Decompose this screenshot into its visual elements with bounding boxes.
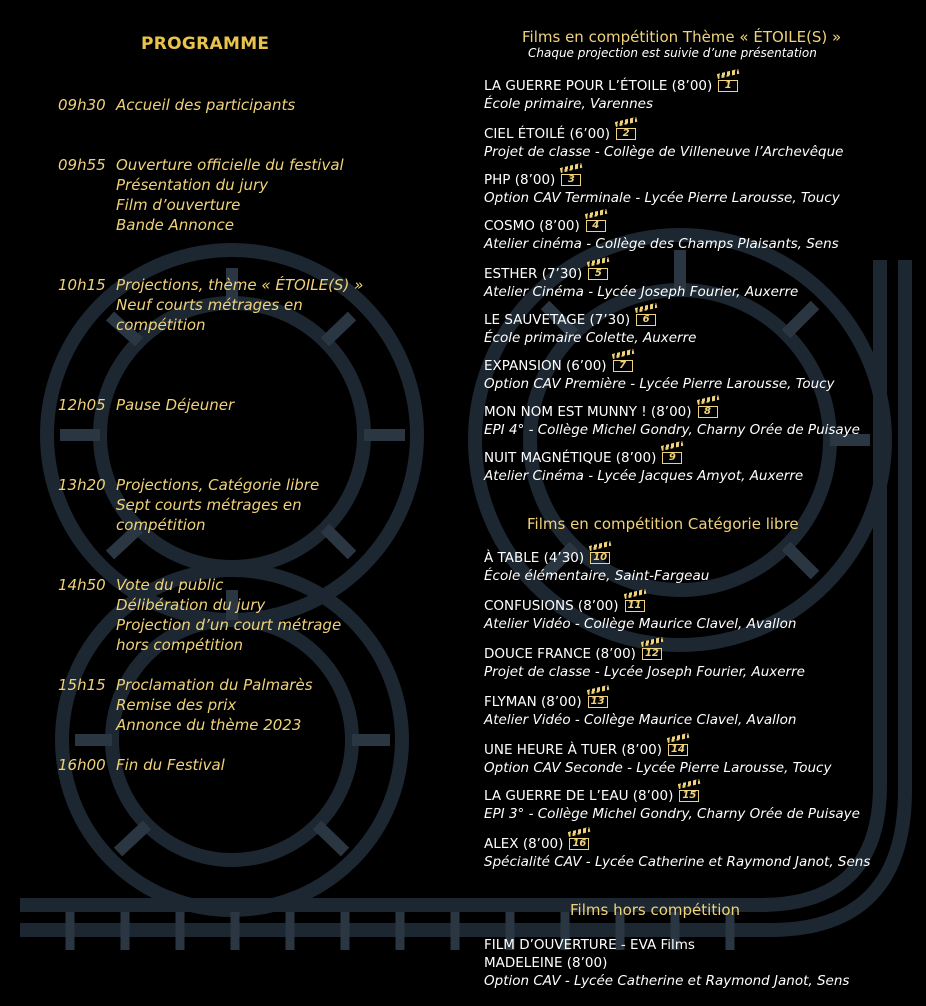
film-number: 5	[588, 268, 608, 280]
film-description: École élémentaire, Saint-Fargeau	[484, 568, 710, 584]
film-entry	[484, 125, 844, 161]
schedule-line: Projections, Catégorie libre	[116, 476, 320, 494]
film-entry	[484, 741, 831, 777]
film-number: 3	[561, 174, 581, 186]
schedule-line: Ouverture officielle du festival	[116, 156, 344, 174]
clapperboard-icon	[560, 168, 584, 187]
schedule-line: Vote du public	[116, 576, 224, 594]
schedule-line: Délibération du jury	[116, 596, 266, 614]
clapperboard-icon	[697, 400, 721, 419]
hors-line-opening: FILM D’OUVERTURE - EVA Films	[484, 937, 695, 953]
film-entry	[484, 787, 860, 823]
schedule-time: 09h30	[58, 96, 106, 114]
schedule-line: Sept courts métrages en	[116, 496, 302, 514]
film-title: EXPANSION (6’00)	[484, 358, 607, 374]
schedule-line: hors compétition	[116, 636, 244, 654]
film-number: 15	[679, 790, 699, 802]
hors-line-title: MADELEINE (8’00)	[484, 955, 608, 971]
film-entry	[484, 645, 805, 681]
film-number: 16	[569, 838, 589, 850]
clapperboard-icon	[589, 546, 613, 565]
film-title: ESTHER (7’30)	[484, 266, 583, 282]
schedule-line: compétition	[116, 516, 206, 534]
film-entry	[484, 597, 796, 633]
clapperboard-icon	[635, 308, 659, 327]
schedule-line: Bande Annonce	[116, 216, 234, 234]
schedule-line: Film d’ouverture	[116, 196, 241, 214]
schedule-time: 13h20	[58, 476, 106, 494]
schedule-time: 12h05	[58, 396, 106, 414]
clapperboard-icon	[585, 214, 609, 233]
clapperboard-icon	[612, 354, 636, 373]
film-title: LA GUERRE POUR L’ÉTOILE (8’00)	[484, 78, 713, 94]
film-entry	[484, 357, 835, 393]
film-number: 11	[625, 600, 645, 612]
schedule-line: Présentation du jury	[116, 176, 269, 194]
film-title: NUIT MAGNÉTIQUE (8’00)	[484, 450, 657, 466]
section-title-theme: Films en compétition Thème « ÉTOILE(S) »	[522, 28, 842, 46]
film-entry	[484, 835, 870, 871]
schedule-line: Projection d’un court métrage	[116, 616, 342, 634]
film-number: 8	[698, 406, 718, 418]
clapperboard-icon	[624, 594, 648, 613]
section-title-hors: Films hors compétition	[570, 901, 741, 919]
film-entry	[484, 171, 840, 207]
programme-title: PROGRAMME	[141, 34, 270, 54]
film-number: 13	[588, 696, 608, 708]
schedule-time: 16h00	[58, 756, 106, 774]
film-number: 2	[616, 128, 636, 140]
film-description: Option CAV Première - Lycée Pierre Larousse, Toucy	[484, 376, 835, 392]
film-description: Option CAV Seconde - Lycée Pierre Larousse, Toucy	[484, 760, 832, 776]
film-description: Atelier Cinéma - Lycée Joseph Fourier, Auxerre	[484, 284, 799, 300]
schedule-line: Neuf courts métrages en	[116, 296, 303, 314]
film-title: DOUCE FRANCE (8’00)	[484, 646, 636, 662]
clapperboard-icon	[568, 832, 592, 851]
hors-line-desc: Option CAV - Lycée Catherine et Raymond Janot, Sens	[484, 973, 850, 989]
section-subtitle: Chaque projection est suivie d’une présentation	[528, 46, 817, 60]
film-entry	[484, 265, 798, 301]
clapperboard-icon	[641, 642, 665, 661]
film-number: 4	[586, 220, 606, 232]
film-title: MON NOM EST MUNNY ! (8’00)	[484, 404, 692, 420]
film-entry	[484, 403, 860, 439]
clapperboard-icon	[667, 738, 691, 757]
film-title: À TABLE (4’30)	[484, 550, 585, 566]
clapperboard-icon	[587, 262, 611, 281]
clapperboard-icon	[678, 784, 702, 803]
schedule-time: 15h15	[58, 676, 106, 694]
schedule-line: Pause Déjeuner	[116, 396, 235, 414]
schedule-time: 10h15	[58, 276, 106, 294]
schedule-time: 09h55	[58, 156, 106, 174]
film-title: ALEX (8’00)	[484, 836, 564, 852]
film-description: Atelier Cinéma - Lycée Jacques Amyot, Auxerre	[484, 468, 804, 484]
film-entry	[484, 549, 709, 585]
film-title: LA GUERRE DE L’EAU (8’00)	[484, 788, 674, 804]
schedule-line: Remise des prix	[116, 696, 237, 714]
film-description: EPI 4° - Collège Michel Gondry, Charny Orée de Puisaye	[484, 422, 860, 438]
film-number: 1	[718, 80, 738, 92]
film-number: 12	[642, 648, 662, 660]
film-entry	[484, 693, 796, 729]
schedule-time: 14h50	[58, 576, 106, 594]
film-description: Atelier Vidéo - Collège Maurice Clavel, Avallon	[484, 616, 797, 632]
film-title: FLYMAN (8’00)	[484, 694, 582, 710]
clapperboard-icon	[587, 690, 611, 709]
film-number: 7	[613, 360, 633, 372]
film-description: EPI 3° - Collège Michel Gondry, Charny Orée de Puisaye	[484, 806, 860, 822]
schedule-line: compétition	[116, 316, 206, 334]
film-description: Spécialité CAV - Lycée Catherine et Raymond Janot, Sens	[484, 854, 871, 870]
film-entry	[484, 217, 839, 253]
schedule-line: Projections, thème « ÉTOILE(S) »	[116, 276, 364, 294]
film-description: Atelier cinéma - Collège des Champs Plaisants, Sens	[484, 236, 839, 252]
clapperboard-icon	[615, 122, 639, 141]
film-description: École primaire Colette, Auxerre	[484, 330, 697, 346]
film-number: 10	[590, 552, 610, 564]
section-title-libre: Films en compétition Catégorie libre	[527, 515, 799, 533]
film-title: UNE HEURE À TUER (8’00)	[484, 742, 663, 758]
film-description: École primaire, Varennes	[484, 96, 653, 112]
clapperboard-icon	[661, 446, 685, 465]
film-number: 14	[668, 744, 688, 756]
film-description: Projet de classe - Collège de Villeneuve l’Archevêque	[484, 144, 844, 160]
film-title: LE SAUVETAGE (7’30)	[484, 312, 631, 328]
film-title: PHP (8’00)	[484, 172, 556, 188]
schedule-line: Proclamation du Palmarès	[116, 676, 313, 694]
film-description: Projet de classe - Lycée Joseph Fourier, Auxerre	[484, 664, 805, 680]
film-entry	[484, 449, 803, 485]
schedule-line: Accueil des participants	[116, 96, 296, 114]
film-title: CONFUSIONS (8’00)	[484, 598, 619, 614]
film-description: Option CAV Terminale - Lycée Pierre Larousse, Toucy	[484, 190, 840, 206]
clapperboard-icon	[717, 74, 741, 93]
film-number: 9	[662, 452, 682, 464]
schedule-line: Fin du Festival	[116, 756, 225, 774]
film-entry	[484, 77, 741, 113]
film-description: Atelier Vidéo - Collège Maurice Clavel, Avallon	[484, 712, 797, 728]
film-title: COSMO (8’00)	[484, 218, 580, 234]
film-number: 6	[636, 314, 656, 326]
film-title: CIEL ÉTOILÉ (6’00)	[484, 126, 611, 142]
film-entry	[484, 311, 696, 347]
schedule-line: Annonce du thème 2023	[116, 716, 302, 734]
